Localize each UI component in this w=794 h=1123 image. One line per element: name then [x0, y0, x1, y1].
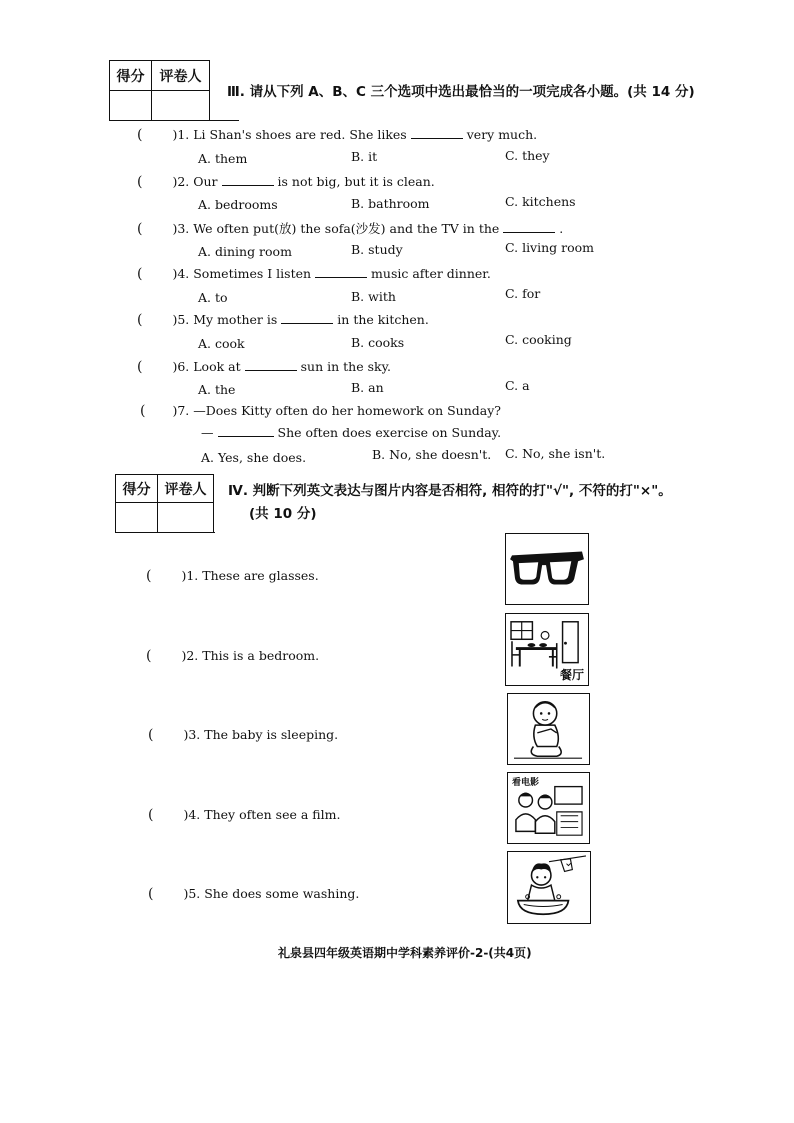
score-label: 得分 [116, 475, 158, 503]
option-a: A. them [198, 151, 248, 166]
washing-icon [507, 851, 591, 924]
question-6: ( )6. Look at sun in the sky. [137, 359, 391, 375]
score-field[interactable] [110, 91, 152, 121]
option-b: B. cooks [351, 335, 405, 350]
judge-item-1: ( )1. These are glasses. [146, 568, 319, 584]
dining-room-icon [505, 613, 589, 686]
blank [218, 435, 274, 437]
question-7-reply: — She often does exercise on Sunday. [201, 425, 502, 440]
option-c: C. kitchens [505, 194, 576, 209]
grader-field[interactable] [152, 91, 210, 121]
grader-label: 评卷人 [158, 475, 214, 503]
option-b: B. bathroom [351, 196, 430, 211]
glasses-icon [505, 533, 589, 605]
question-7: ( )7. —Does Kitty often do her homework on Sunday? [140, 403, 501, 419]
baby-icon [507, 693, 590, 765]
section4-points: (共 10 分) [249, 506, 317, 522]
question-3: ( )3. We often put(放) the sofa(沙发) and the TV in the . [137, 221, 564, 237]
question-1: ( )1. Li Shan's shoes are red. She likes very much. [137, 127, 538, 143]
grader-field[interactable] [158, 503, 214, 533]
judge-item-2: ( )2. This is a bedroom. [146, 648, 320, 664]
question-2: ( )2. Our is not big, but it is clean. [137, 174, 435, 190]
section4-score-table [115, 474, 214, 533]
judge-item-4: ( )4. They often see a film. [148, 807, 341, 823]
option-c: C. living room [505, 240, 595, 255]
grader-label: 评卷人 [152, 61, 210, 91]
score-label: 得分 [110, 61, 152, 91]
blank [222, 184, 274, 186]
option-a: A. dining room [198, 244, 292, 259]
blank [411, 137, 463, 139]
blank [245, 369, 297, 371]
option-b: B. No, she doesn't. [372, 447, 492, 462]
page-footer: 礼泉县四年级英语期中学科素养评价-2-(共4页) [278, 946, 532, 960]
option-a: A. to [198, 290, 228, 305]
section3-score-table [109, 60, 210, 121]
question-5: ( )5. My mother is in the kitchen. [137, 312, 429, 328]
judge-item-5: ( )5. She does some washing. [148, 886, 360, 902]
option-c: C. they [505, 148, 550, 163]
picture-caption: 看电影 [512, 778, 540, 788]
option-b: B. an [351, 380, 384, 395]
blank [503, 231, 555, 233]
option-a: A. Yes, she does. [201, 450, 307, 465]
option-a: A. bedrooms [198, 197, 278, 212]
option-c: C. for [505, 286, 541, 301]
option-b: B. study [351, 242, 403, 257]
section4-heading: Ⅳ. 判断下列英文表达与图片内容是否相符, 相符的打"√", 不符的打"×"。 [228, 483, 672, 499]
question-4: ( )4. Sometimes I listen music after dinner. [137, 266, 491, 282]
section3-rule [109, 120, 239, 121]
judge-item-3: ( )3. The baby is sleeping. [148, 727, 339, 743]
option-b: B. it [351, 149, 378, 164]
option-b: B. with [351, 289, 396, 304]
option-a: A. cook [198, 336, 245, 351]
option-a: A. the [198, 382, 236, 397]
blank [315, 276, 367, 278]
cinema-icon [507, 772, 590, 844]
blank [281, 322, 333, 324]
option-c: C. cooking [505, 332, 572, 347]
option-c: C. No, she isn't. [505, 446, 606, 461]
option-c: C. a [505, 378, 530, 393]
score-field[interactable] [116, 503, 158, 533]
picture-caption: 餐厅 [559, 668, 584, 682]
section4-rule [115, 532, 215, 533]
section3-heading: Ⅲ. 请从下列 A、B、C 三个选项中选出最恰当的一项完成各小题。(共 14 分) [227, 84, 695, 100]
